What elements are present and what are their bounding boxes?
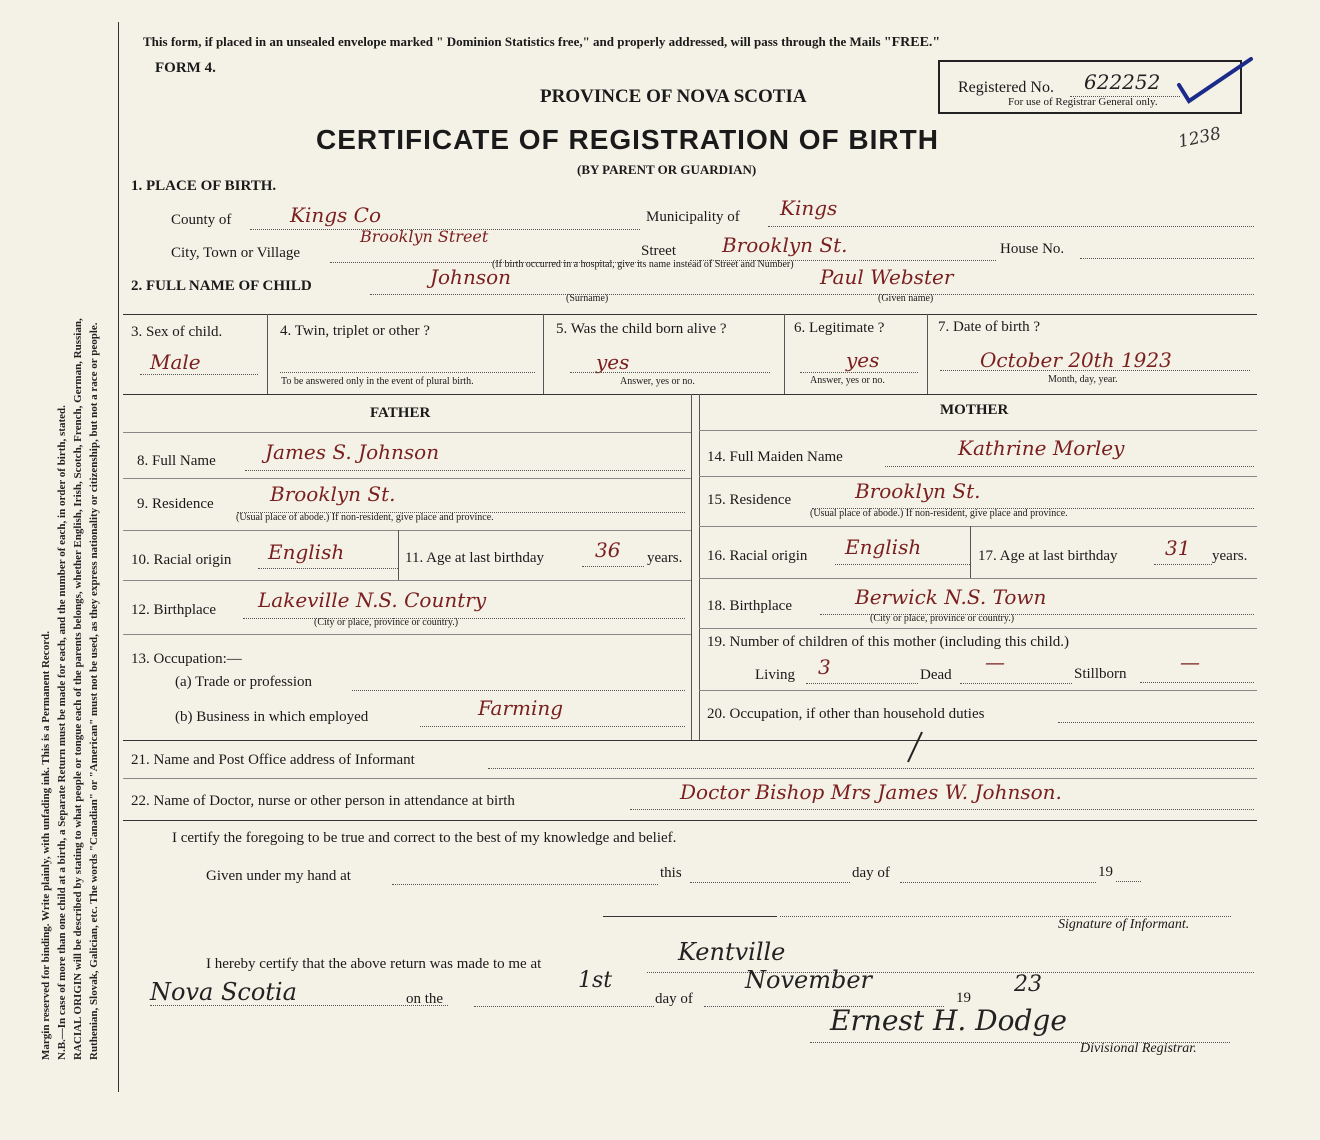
check-mark-icon (1175, 55, 1255, 115)
place-heading: 1. PLACE OF BIRTH. (131, 178, 277, 194)
father-occupation-label: 13. Occupation:— (131, 651, 242, 667)
child-given-name: Paul Webster (820, 265, 954, 289)
registrar-statement: I hereby certify that the above return was made to me at (206, 956, 542, 972)
registered-number: 622252 (1084, 70, 1161, 94)
mother-age-label: 17. Age at last birthday (978, 548, 1118, 564)
given-name-caption: (Given name) (878, 293, 934, 304)
mother-age-value: 31 (1165, 536, 1191, 560)
living-label: Living (755, 667, 795, 683)
father-birthplace-label: 12. Birthplace (131, 602, 216, 618)
surname-caption: (Surname) (566, 293, 609, 304)
city-value: Brooklyn Street (360, 227, 489, 246)
business-label: (b) Business in which employed (175, 709, 369, 725)
mother-residence-value: Brooklyn St. (855, 479, 981, 503)
mother-residence-caption: (Usual place of abode.) If non-resident, give place and province. (810, 508, 1068, 519)
mother-birthplace-value: Berwick N.S. Town (855, 585, 1047, 609)
child-surname: Johnson (430, 265, 512, 289)
house-label: House No. (1000, 241, 1065, 257)
county-label: County of (171, 212, 232, 228)
certificate-subtitle: (BY PARENT OR GUARDIAN) (577, 162, 757, 177)
file-stamp: 1238 (1176, 123, 1223, 153)
city-label: City, Town or Village (171, 245, 301, 261)
legitimate-value: yes (846, 348, 880, 372)
father-name-value: James S. Johnson (265, 440, 440, 464)
born-alive-value: yes (596, 350, 630, 374)
living-value: 3 (818, 655, 831, 679)
registration-place: Kentville (678, 938, 786, 966)
mother-birthplace-label: 18. Birthplace (707, 598, 792, 614)
sex-value: Male (150, 350, 201, 374)
mother-name-label: 14. Full Maiden Name (707, 449, 843, 465)
registered-label: Registered No. (958, 79, 1054, 96)
municipality-label: Municipality of (646, 209, 740, 225)
side-note-4: Ruthenian, Slovak, Galician, etc. The words "Canadian" or "American" must not be used, as they express nationality or citizenship, but not a race or people. (88, 322, 100, 1060)
registration-year-prefix: 19 (956, 990, 971, 1006)
stillborn-label: Stillborn (1074, 666, 1127, 682)
street-label: Street (641, 243, 676, 259)
mother-race-value: English (845, 535, 922, 559)
father-name-label: 8. Full Name (137, 453, 216, 469)
mother-race-label: 16. Racial origin (707, 548, 808, 564)
day-of-label: day of (852, 865, 890, 881)
business-value: Farming (478, 696, 564, 720)
registrar-use-note: For use of Registrar General only. (1008, 96, 1158, 108)
twin-label: 4. Twin, triplet or other ? (280, 323, 430, 339)
county-value: Kings Co (290, 203, 381, 227)
father-age-years: years. (647, 550, 683, 566)
dead-label: Dead (920, 667, 952, 683)
side-note-3: RACIAL ORIGIN will be described by stating to what people or tongue each of the parents belongs, whether English, Irish, Scotch, French, German, Russian, (72, 318, 84, 1060)
certificate-title: CERTIFICATE OF REGISTRATION OF BIRTH (316, 124, 939, 155)
dob-label: 7. Date of birth ? (938, 319, 1041, 335)
child-name-label: 2. FULL NAME OF CHILD (131, 278, 312, 294)
born-alive-caption: Answer, yes or no. (620, 376, 695, 387)
legitimate-label: 6. Legitimate ? (794, 320, 885, 336)
mother-heading: MOTHER (940, 402, 1009, 418)
certify-statement: I certify the foregoing to be true and correct to the best of my knowledge and belief. (172, 830, 677, 846)
twin-note: To be answered only in the event of plural birth. (281, 376, 474, 387)
stillborn-value: — (1180, 650, 1200, 674)
father-residence-label: 9. Residence (137, 496, 214, 512)
registration-day: 1st (578, 968, 613, 993)
born-alive-label: 5. Was the child born alive ? (556, 321, 727, 337)
street-value: Brooklyn St. (722, 233, 848, 257)
mother-age-years: years. (1212, 548, 1248, 564)
informant-label: 21. Name and Post Office address of Informant (131, 752, 415, 768)
father-race-value: English (268, 540, 345, 564)
father-age-value: 36 (595, 538, 621, 562)
father-heading: FATHER (370, 405, 431, 421)
father-birthplace-caption: (City or place, province or country.) (314, 617, 459, 628)
registration-year: 23 (1014, 972, 1042, 997)
year-prefix: 19 (1098, 864, 1113, 880)
side-note-1: Margin reserved for binding. Write plainly, with unfading ink. This is a Permanent Record. (40, 631, 52, 1060)
mother-name-value: Kathrine Morley (958, 436, 1125, 460)
side-note-2: N.B.—In case of more than one child at a birth, a Separate Return must be made for each, and the number of each, in order of birth, stated. (56, 405, 68, 1060)
sex-label: 3. Sex of child. (131, 324, 223, 340)
mother-residence-label: 15. Residence (707, 492, 792, 508)
municipality-value: Kings (780, 196, 838, 220)
registration-province: Nova Scotia (150, 978, 297, 1006)
informant-signature-caption: Signature of Informant. (1058, 917, 1190, 932)
attendant-value: Doctor Bishop Mrs James W. Johnson. (680, 780, 1062, 804)
hospital-note: (If birth occurred in a hospital, give its name instead of Street and Number) (492, 259, 794, 270)
father-residence-value: Brooklyn St. (270, 482, 396, 506)
mail-note: This form, if placed in an unsealed envelope marked " Dominion Statistics free," and properly addressed, will pass through the Mails "FREE." (143, 34, 941, 50)
informant-mark (900, 728, 930, 768)
registrar-signature: Ernest H. Dodge (830, 1004, 1067, 1037)
children-count-label: 19. Number of children of this mother (including this child.) (707, 634, 1070, 650)
given-under-label: Given under my hand at (206, 868, 351, 884)
mother-occupation-label: 20. Occupation, if other than household duties (707, 706, 985, 722)
father-birthplace-value: Lakeville N.S. Country (258, 588, 487, 612)
attendant-label: 22. Name of Doctor, nurse or other person in attendance at birth (131, 793, 515, 809)
father-residence-caption: (Usual place of abode.) If non-resident, give place and province. (236, 512, 494, 523)
father-age-label: 11. Age at last birthday (405, 550, 544, 566)
trade-label: (a) Trade or profession (175, 674, 313, 690)
mother-birthplace-caption: (City or place, province or country.) (870, 613, 1015, 624)
dead-value: — (985, 650, 1005, 674)
registrar-caption: Divisional Registrar. (1080, 1041, 1197, 1056)
registration-month: November (745, 966, 873, 994)
this-label: this (660, 865, 682, 881)
on-the-label: on the (406, 991, 444, 1007)
dob-caption: Month, day, year. (1048, 374, 1118, 385)
legitimate-caption: Answer, yes or no. (810, 375, 885, 386)
father-race-label: 10. Racial origin (131, 552, 232, 568)
dob-value: October 20th 1923 (980, 348, 1172, 372)
form-number: FORM 4. (155, 60, 216, 76)
binding-margin-line (118, 22, 119, 1092)
registration-day-of: day of (655, 991, 693, 1007)
province-heading: PROVINCE OF NOVA SCOTIA (540, 86, 807, 107)
